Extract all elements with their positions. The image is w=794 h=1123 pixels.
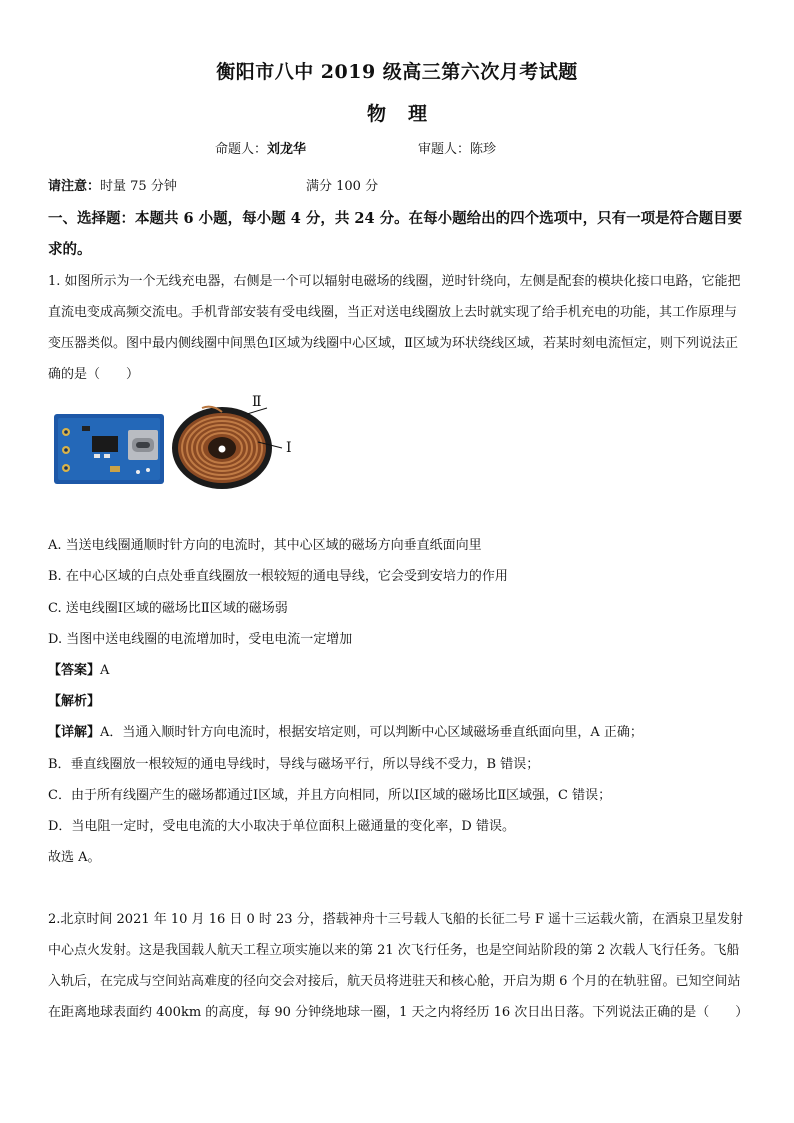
notice-score: 满分 100 分	[306, 179, 379, 194]
pcb-module-image	[54, 414, 164, 484]
author-label: 命题人：	[215, 142, 268, 157]
detail-text-a: A．当通入顺时针方向电流时，根据安培定则，可以判断中心区域磁场垂直纸面向里，A 正确；	[100, 725, 643, 740]
reviewer-line: 审题人：陈珍	[418, 142, 497, 157]
detail-line-c: C．由于所有线圈产生的磁场都通过Ⅰ区域，并且方向相同，所以Ⅰ区域的磁场比Ⅱ区域强，C 错误；	[48, 788, 612, 803]
exam-title: 衡阳市八中 2019 级高三第六次月考试题	[216, 61, 578, 83]
detail-line-d: D．当电阻一定时，受电电流的大小取决于单位面积上磁通量的变化率，D 错误。	[48, 819, 515, 834]
detail-label: 【详解】	[48, 725, 101, 740]
q1-stem: 1. 如图所示为一个无线充电器，右侧是一个可以辐射电磁场的线圈，逆时针绕向，左侧是配套的模块化接口电路，它能把直流电变成高频交流电。手机背部安装有受电线圈，当正对送电线圈放上去时就实现了给手机充电的功能，其工作原理与变压器类似。图中最内侧线圈中间黑色Ⅰ区域为线圈中心区域，Ⅱ区域为环状绕线区域，若某时刻电流恒定，则下列说法正确的是（ ）	[48, 274, 741, 382]
section1-heading: 一、选择题：本题共 6 小题，每小题 4 分，共 24 分。在每小题给出的四个选项中，只有一项是符合题目要求的。	[48, 210, 743, 258]
answer-label: 【答案】	[48, 663, 101, 678]
notice-label: 请注意：	[48, 179, 101, 194]
analysis-label: 【解析】	[48, 694, 101, 709]
author-line	[215, 138, 306, 157]
q2-stem: 2.北京时间 2021 年 10 月 16 日 0 时 23 分，搭载神舟十三号载人飞船的长征二号 F 遥十三运载火箭，在酒泉卫星发射中心点火发射。这是我国载人航天工程立项实施以来的第 21 次飞行任务，也是空间站阶段的第 2 次载人飞行任务。飞船入轨后，在完成与空间站高难度的径向交会对接后，航天员将进驻天和核心舱，开启为期 6 个月的在轨驻留。已知空间站在距离地球表面约 400km 的高度，每 90 分钟绕地球一圈，1 天之内将经历 16 次日出日落。下列说法正确的是（ ）	[48, 912, 749, 1020]
charger-illustration	[52, 400, 312, 490]
notice-time	[48, 175, 177, 194]
q1-option-d: D. 当图中送电线圈的电流增加时，受电电流一定增加	[48, 632, 353, 647]
q1-option-c: C. 送电线圈Ⅰ区域的磁场比Ⅱ区域的磁场弱	[48, 601, 288, 616]
q1-option-a: A. 当送电线圈通顺时针方向的电流时，其中心区域的磁场方向垂直纸面向里	[48, 538, 482, 553]
author-name: 刘龙华	[267, 142, 307, 157]
detail-conclusion: 故选 A。	[48, 850, 101, 865]
answer-value: A	[100, 663, 110, 678]
coil-image	[172, 407, 272, 489]
figure-label-II: Ⅱ	[252, 394, 262, 410]
subject-title: 物理	[366, 103, 449, 125]
figure-label-I: I	[286, 440, 292, 456]
q1-option-b: B. 在中心区域的白点处垂直线圈放一根较短的通电导线，它会受到安培力的作用	[48, 569, 508, 584]
q1-answer-line	[48, 659, 109, 678]
q1-figure	[52, 394, 312, 490]
detail-line-a	[48, 721, 643, 740]
notice-time-value: 时量 75 分钟	[100, 179, 177, 194]
detail-line-b: B．垂直线圈放一根较短的通电导线时，导线与磁场平行，所以导线不受力，B 错误；	[48, 757, 540, 772]
